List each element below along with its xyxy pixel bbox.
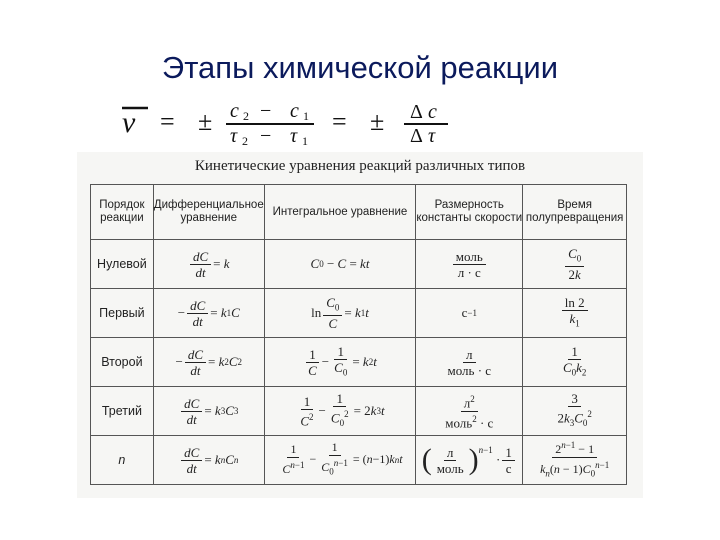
svg-text:τ: τ bbox=[290, 125, 298, 146]
integral-equation-n: 1 $C^{n-1}$ − 1 $C_0^{n-1}$ = ( n −1) k n t bbox=[264, 436, 415, 485]
svg-text:±: ± bbox=[198, 107, 213, 136]
diff-equation-first: − dC dt = k 1 C bbox=[153, 289, 264, 338]
table-row bbox=[91, 436, 627, 485]
svg-text:−: − bbox=[260, 125, 272, 146]
table-row bbox=[91, 338, 627, 387]
half-life-third: 3 $2k_3C_0^2$ bbox=[523, 387, 627, 436]
svg-text:2: 2 bbox=[242, 134, 248, 146]
half-life-second: 1 $C_0k_2$ bbox=[523, 338, 627, 387]
table-row bbox=[91, 387, 627, 436]
svg-text:=: = bbox=[332, 107, 347, 136]
integral-equation-first: ln $C_0$ C = k 1 t bbox=[264, 289, 415, 338]
header-half-life: Время полупревращения bbox=[523, 185, 627, 240]
header-integral: Интегральное уравнение bbox=[264, 185, 415, 240]
table-caption: Кинетические уравнения реакций различных типов bbox=[194, 158, 526, 174]
svg-text:ν: ν bbox=[122, 106, 136, 139]
svg-text:2: 2 bbox=[243, 109, 249, 123]
diff-equation-zero: dC dt = k bbox=[153, 240, 264, 289]
units-second: л моль · с bbox=[416, 338, 523, 387]
integral-equation-zero: C 0 − C = kt bbox=[264, 240, 415, 289]
header-order: Порядок реакции bbox=[91, 185, 154, 240]
svg-text:=: = bbox=[160, 107, 175, 136]
slide-title: Этапы химической реакции bbox=[161, 50, 559, 85]
rate-formula-graphic bbox=[118, 100, 598, 146]
header-units: Размерность константы скорости bbox=[416, 185, 523, 240]
diff-equation-second: − dC dt = k 2 C 2 bbox=[153, 338, 264, 387]
svg-text:Δ: Δ bbox=[410, 125, 423, 146]
svg-text:c: c bbox=[290, 100, 299, 122]
table-row bbox=[91, 289, 627, 338]
svg-text:c: c bbox=[428, 101, 437, 123]
svg-text:τ: τ bbox=[230, 125, 238, 146]
svg-text:1: 1 bbox=[302, 134, 308, 146]
svg-text:−: − bbox=[260, 100, 272, 122]
row-order-label: Второй bbox=[91, 338, 154, 387]
row-order-label: Первый bbox=[91, 289, 154, 338]
half-life-zero: $C_0$ 2k bbox=[523, 240, 627, 289]
svg-text:±: ± bbox=[370, 107, 385, 136]
svg-text:c: c bbox=[230, 100, 239, 122]
units-first: с −1 bbox=[416, 289, 523, 338]
table-row bbox=[91, 240, 627, 289]
diff-equation-third: dC dt = k 3 C 3 bbox=[153, 387, 264, 436]
units-n: ( л моль ) $^{n -1}$ · 1 с bbox=[416, 436, 523, 485]
integral-equation-second: 1 C − 1 $C_0$ = k 2 t bbox=[264, 338, 415, 387]
units-zero: моль л · с bbox=[416, 240, 523, 289]
header-differential: Дифференциальное уравнение bbox=[153, 185, 264, 240]
half-life-first: ln 2 $k_1$ bbox=[523, 289, 627, 338]
diff-equation-n: dC dt = k n C n bbox=[153, 436, 264, 485]
row-order-label: Нулевой bbox=[91, 240, 154, 289]
rate-formula bbox=[118, 100, 598, 146]
row-order-label: Третий bbox=[91, 387, 154, 436]
integral-equation-third: 1 $C^2$ − 1 $C_0^2$ = 2 k 3 t bbox=[264, 387, 415, 436]
table-header-row bbox=[91, 185, 627, 240]
kinetics-table-scan bbox=[77, 152, 643, 498]
half-life-n: $2^{n-1} - 1$ $k_n(n - 1)C_0^{n-1}$ bbox=[523, 436, 627, 485]
svg-text:1: 1 bbox=[303, 109, 309, 123]
svg-text:Δ: Δ bbox=[410, 101, 423, 123]
row-order-label: n bbox=[91, 436, 154, 485]
units-third: $л^2$ моль$^2$ · с bbox=[416, 387, 523, 436]
kinetics-table bbox=[90, 184, 627, 485]
svg-text:τ: τ bbox=[428, 125, 436, 146]
